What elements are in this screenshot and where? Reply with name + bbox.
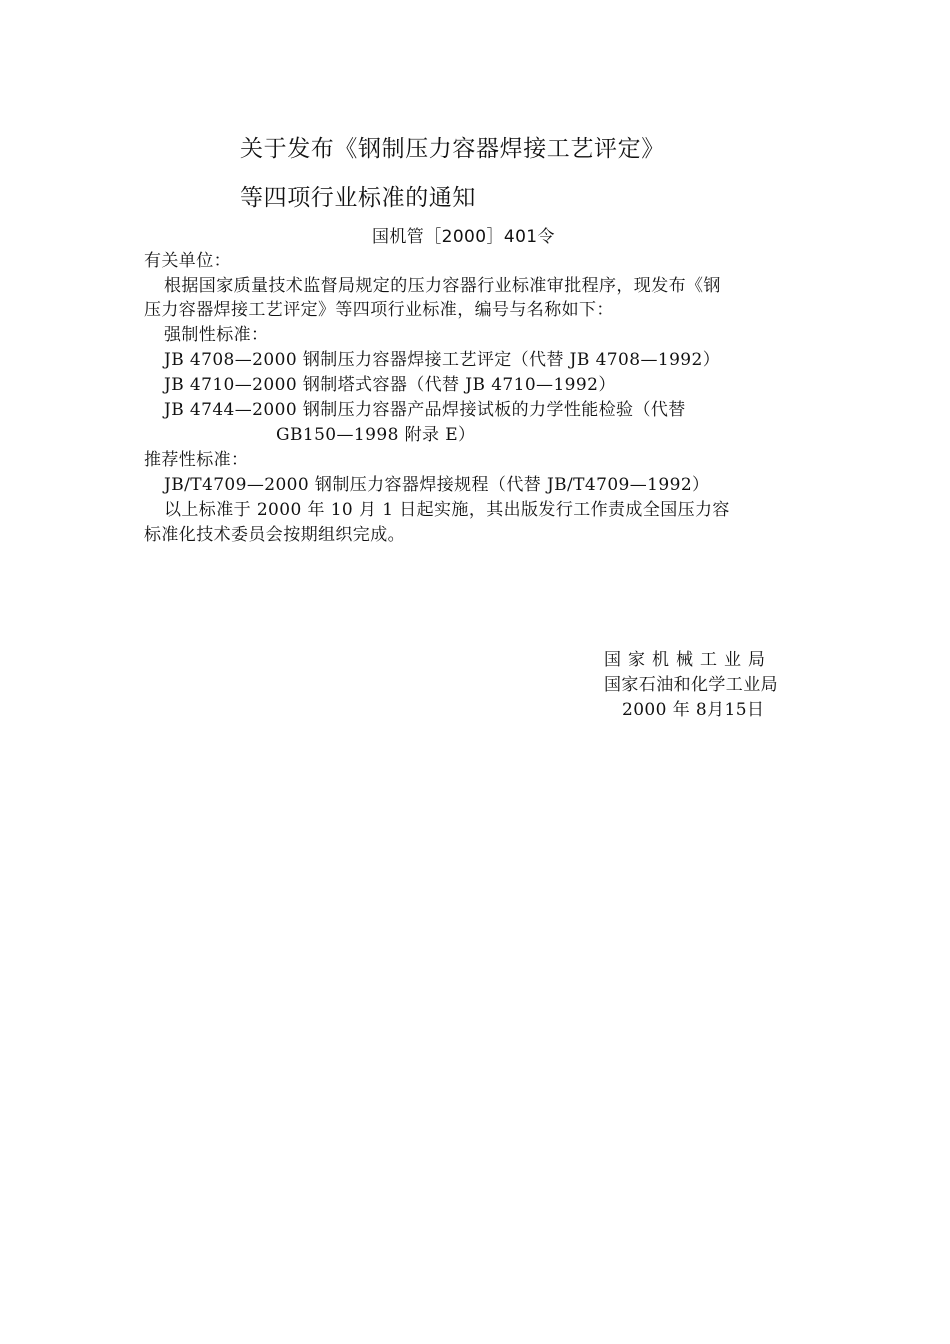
issue-date [622,699,764,721]
issue-day: 15 [724,700,747,720]
closing-line-1 [164,499,730,521]
standard-code: JB/T4709—2000 [164,475,310,495]
title-line-2: 等四项行业标准的通知 [240,185,476,211]
replaced-standard-code: JB/T4709—1992 [546,475,693,495]
standard-name: 钢制压力容器焊接规程（代替 [314,475,542,495]
effective-month: 10 [330,500,354,520]
replaced-standard-code: JB 4710—1992 [465,375,599,395]
replaced-standard-code: GB150—1998 [276,425,399,445]
mandatory-standards-heading: 强制性标准： [164,325,269,345]
closing-suffix: 日起实施，其出版发行工作责成全国压力容 [399,500,730,520]
closing-parenthesis: ） [702,350,721,370]
addressee: 有关单位： [144,251,231,271]
closing-parenthesis: ） [458,425,476,445]
standard-item-continuation [276,424,475,446]
standard-item [164,399,686,421]
standard-item [164,374,616,396]
appendix-label: 附录 [404,425,440,445]
day-unit: 日 [746,700,765,720]
closing-parenthesis: ） [692,475,710,495]
signatory-2: 国家石油和化学工业局 [604,675,778,695]
appendix-letter: E [445,425,459,445]
month-unit: 月 [358,500,377,520]
recommended-standards-heading: 推荐性标准： [144,450,249,470]
standard-name: 钢制塔式容器（代替 [302,375,460,395]
issue-year: 2000 [622,700,667,720]
effective-day: 1 [382,500,394,520]
closing-parenthesis: ） [598,375,616,395]
standard-code: JB 4708—2000 [164,350,298,370]
intro-line-2: 压力容器焊接工艺评定》等四项行业标准，编号与名称如下： [144,300,614,320]
standard-item [164,349,720,371]
standard-code: JB 4744—2000 [164,400,298,420]
closing-prefix: 以上标准于 [164,500,251,520]
year-unit: 年 [307,500,325,520]
effective-year: 2000 [256,500,302,520]
intro-line-1: 根据国家质量技术监督局规定的压力容器行业标准审批程序，现发布《钢 [164,276,721,296]
issue-month: 8 [695,700,708,720]
standard-name: 钢制压力容器焊接工艺评定（代替 [302,350,564,370]
year-unit: 年 [672,700,691,720]
signatory-1: 国家机械工业局 [604,650,772,670]
title-line-1: 关于发布《钢制压力容器焊接工艺评定》 [240,136,665,162]
month-unit: 月 [707,700,725,720]
closing-line-2: 标准化技术委员会按期组织完成。 [144,525,405,545]
replaced-standard-code: JB 4708—1992 [569,350,703,370]
standard-code: JB 4710—2000 [164,375,298,395]
document-number: 国机管［2000］401令 [372,227,555,247]
standard-name: 钢制压力容器产品焊接试板的力学性能检验（代替 [302,400,686,420]
standard-item [164,474,709,496]
